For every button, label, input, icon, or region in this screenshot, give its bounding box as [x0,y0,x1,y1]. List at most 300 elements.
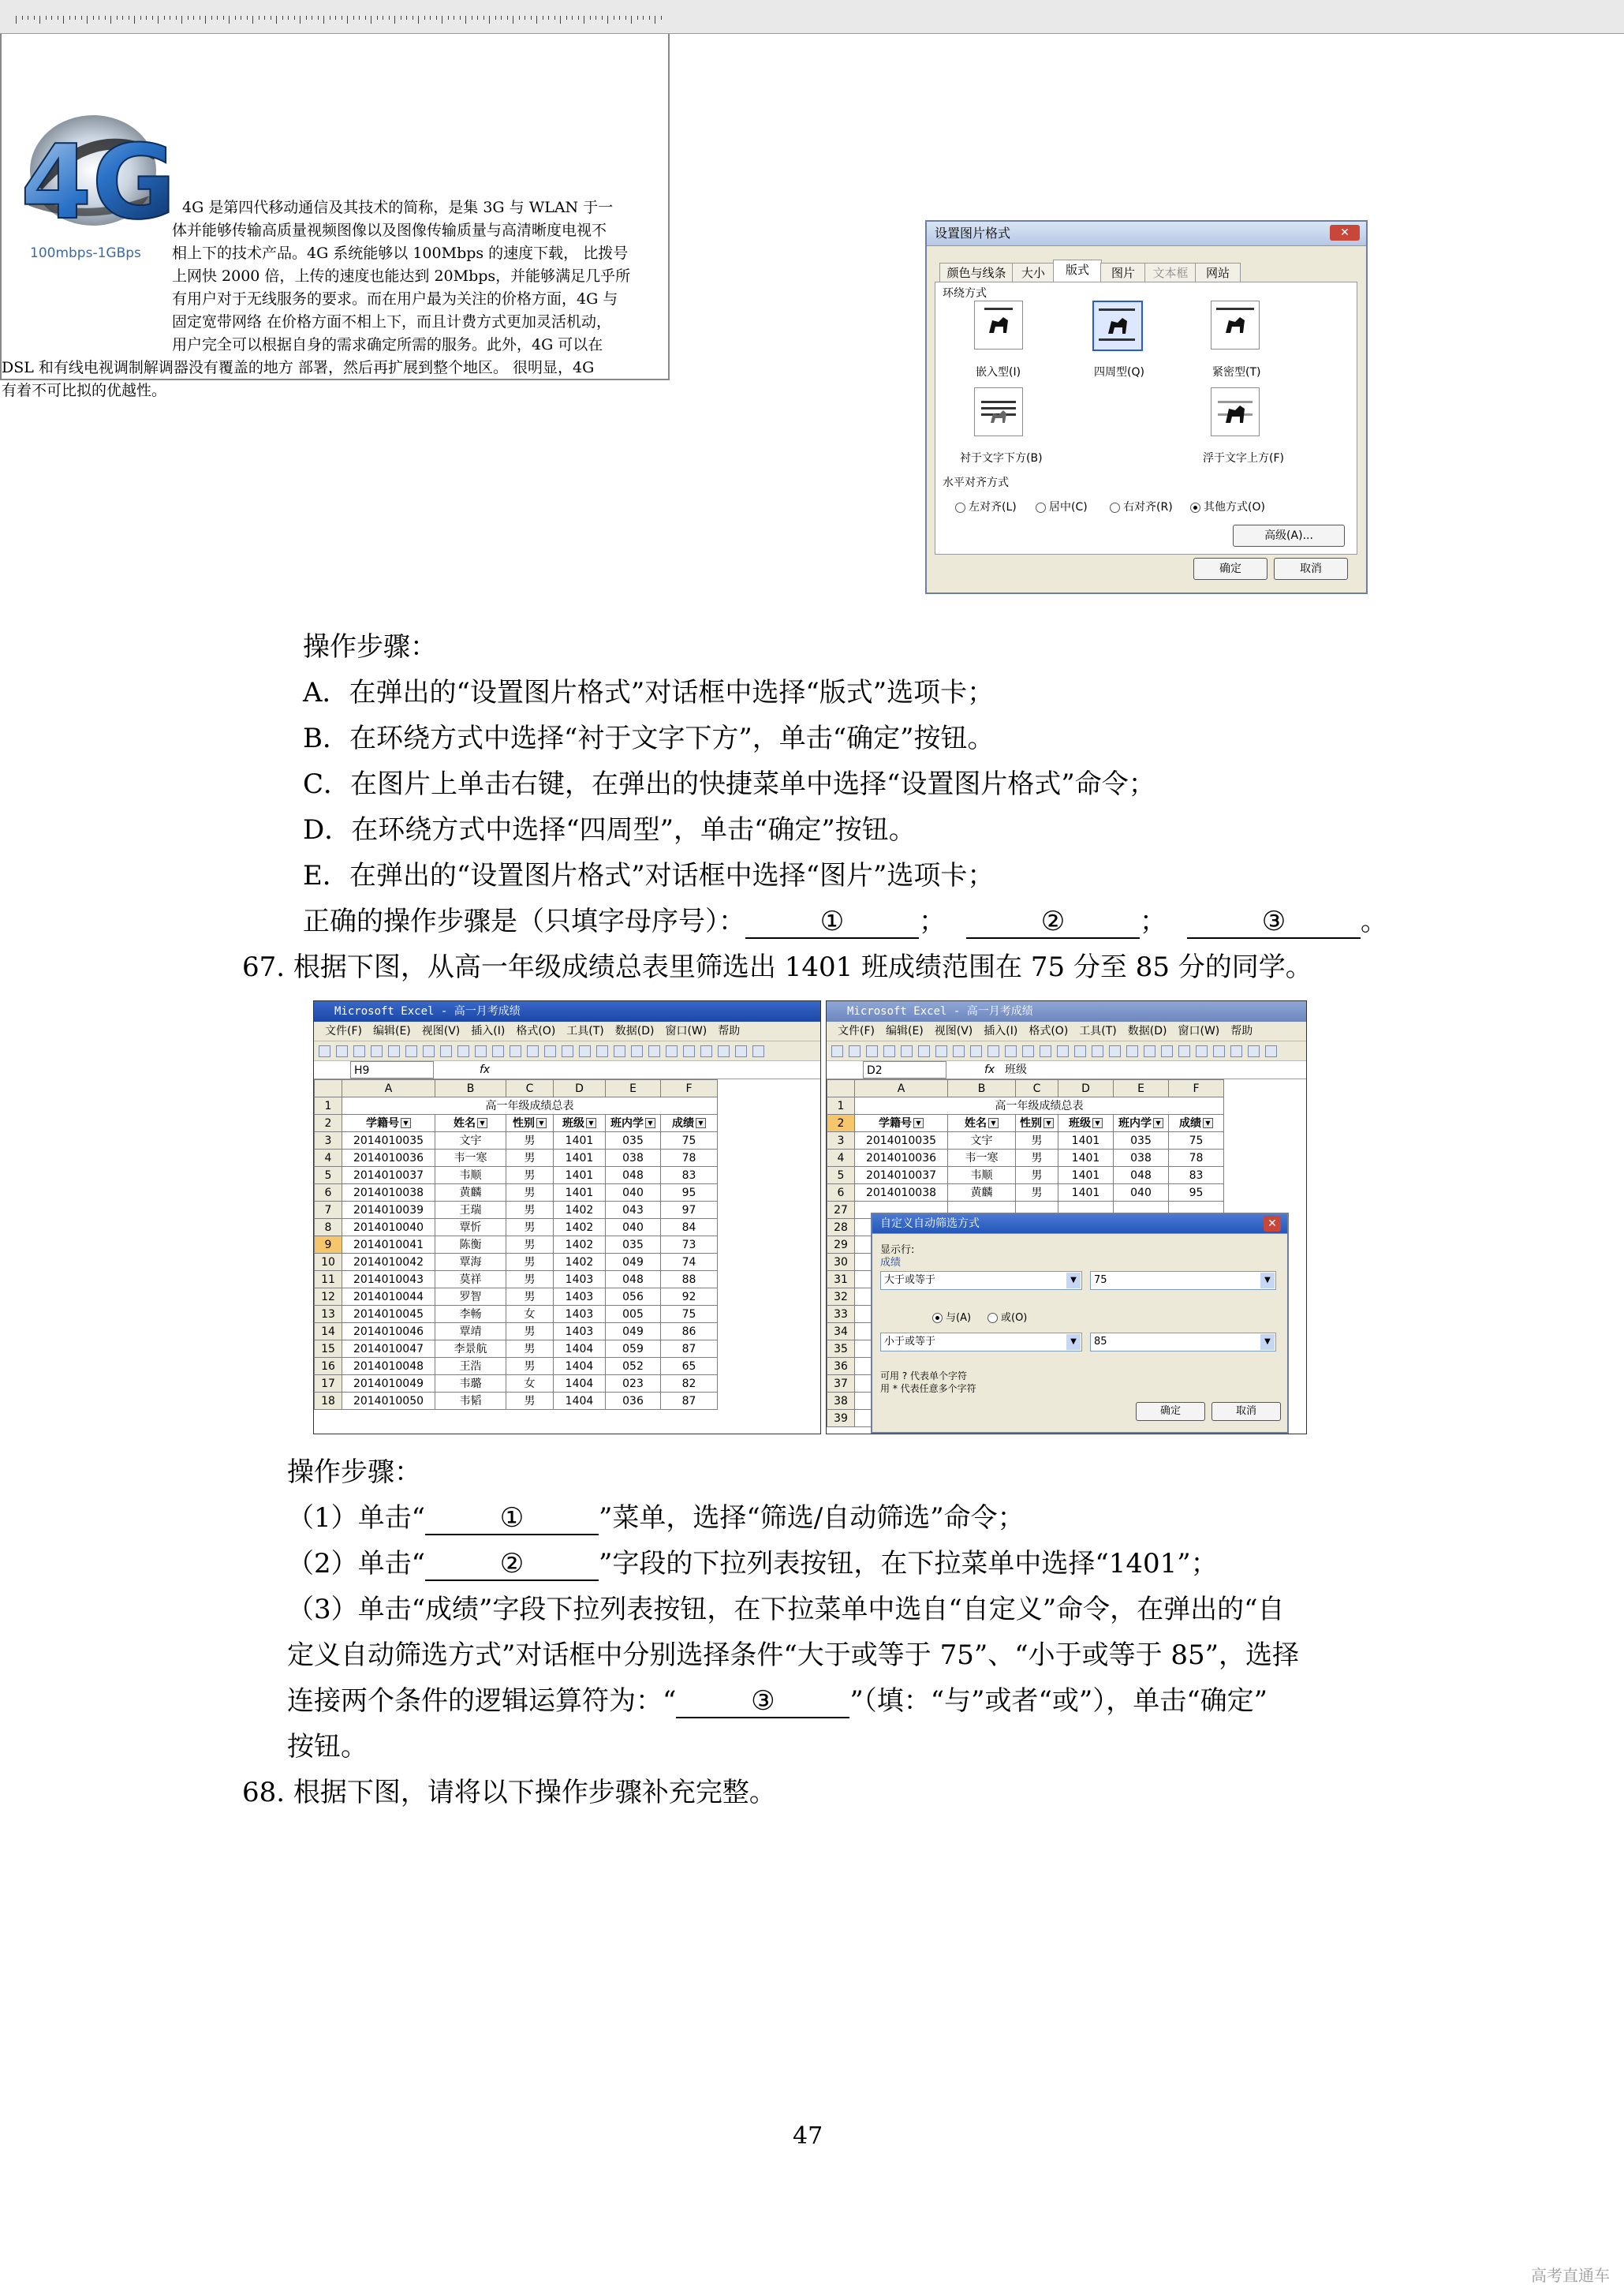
sheet-title-cell[interactable]: 高一年级成绩总表 [342,1097,718,1115]
row-header[interactable]: 10 [315,1254,342,1271]
data-cell[interactable]: 038 [1114,1150,1169,1167]
data-cell[interactable]: 男 [506,1236,554,1254]
toolbar-button-icon[interactable] [1144,1045,1155,1057]
data-cell[interactable]: 韦顺 [948,1167,1016,1184]
data-cell[interactable]: 男 [506,1202,554,1219]
row-header[interactable]: 38 [827,1393,855,1410]
column-header[interactable]: D [1058,1080,1114,1097]
data-cell[interactable]: 男 [506,1340,554,1358]
row-header[interactable]: 34 [827,1323,855,1340]
toolbar-button-icon[interactable] [666,1045,678,1057]
toolbar-button-icon[interactable] [700,1045,712,1057]
row-header[interactable]: 17 [315,1375,342,1393]
toolbar-button-icon[interactable] [562,1045,573,1057]
data-cell[interactable]: 92 [661,1288,718,1306]
toolbar-button-icon[interactable] [544,1045,556,1057]
toolbar-button-icon[interactable] [718,1045,730,1057]
ok-button[interactable]: 确定 [1136,1402,1205,1421]
autofilter-dropdown-icon[interactable]: ▼ [645,1118,655,1128]
data-cell[interactable]: 韦顺 [435,1167,506,1184]
data-cell[interactable]: 035 [606,1132,661,1150]
answer-blank-2[interactable]: ② [966,906,1140,939]
menu-insert[interactable]: 插入(I) [984,1025,1018,1037]
field-header[interactable]: 成绩 ▼ [1169,1115,1224,1132]
field-header[interactable]: 性别 ▼ [1016,1115,1058,1132]
toolbar-button-icon[interactable] [1196,1045,1208,1057]
data-cell[interactable]: 73 [661,1236,718,1254]
data-cell[interactable]: 男 [506,1288,554,1306]
ruler[interactable] [0,0,670,34]
q67-blank-2[interactable]: ② [425,1548,599,1581]
toolbar-button-icon[interactable] [866,1045,878,1057]
data-cell[interactable]: 2014010046 [342,1323,435,1340]
menu-help[interactable]: 帮助 [1230,1025,1253,1037]
wrap-inline-button[interactable] [974,301,1023,350]
row-header[interactable]: 39 [827,1410,855,1427]
toolbar-button-icon[interactable] [614,1045,625,1057]
autofilter-dropdown-icon[interactable]: ▼ [913,1118,924,1128]
row-header[interactable]: 11 [315,1271,342,1288]
toolbar-button-icon[interactable] [1178,1045,1190,1057]
data-cell[interactable]: 男 [506,1323,554,1340]
data-cell[interactable]: 男 [506,1393,554,1410]
data-cell[interactable]: 88 [661,1271,718,1288]
row-header[interactable]: 3 [827,1132,855,1150]
data-cell[interactable]: 040 [1114,1184,1169,1202]
data-cell[interactable]: 1404 [554,1358,606,1375]
data-cell[interactable]: 韦璐 [435,1375,506,1393]
data-cell[interactable]: 65 [661,1358,718,1375]
menu-window[interactable]: 窗口(W) [665,1025,707,1037]
toolbar-button-icon[interactable] [527,1045,539,1057]
menu-format[interactable]: 格式(O) [1029,1025,1069,1037]
data-cell[interactable]: 男 [506,1167,554,1184]
data-cell[interactable]: 2014010040 [342,1219,435,1236]
field-header[interactable]: 性别 ▼ [506,1115,554,1132]
column-header[interactable]: C [1016,1080,1058,1097]
data-cell[interactable]: 2014010042 [342,1254,435,1271]
toolbar-button-icon[interactable] [457,1045,469,1057]
answer-blank-3[interactable]: ③ [1187,906,1361,939]
row-header[interactable]: 28 [827,1219,855,1236]
ok-button[interactable]: 确定 [1193,558,1267,580]
data-cell[interactable]: 2014010041 [342,1236,435,1254]
field-header[interactable]: 成绩 ▼ [661,1115,718,1132]
toolbar-button-icon[interactable] [1248,1045,1260,1057]
data-cell[interactable]: 005 [606,1306,661,1323]
data-cell[interactable]: 038 [606,1150,661,1167]
data-cell[interactable]: 2014010035 [855,1132,948,1150]
column-header[interactable]: A [342,1080,435,1097]
autofilter-dropdown-icon[interactable]: ▼ [696,1118,706,1128]
menu-data[interactable]: 数据(D) [1127,1025,1167,1037]
data-cell[interactable]: 2014010038 [855,1184,948,1202]
row-header[interactable]: 12 [315,1288,342,1306]
data-cell[interactable]: 2014010050 [342,1393,435,1410]
autofilter-dropdown-icon[interactable]: ▼ [1092,1118,1103,1128]
toolbar-button-icon[interactable] [631,1045,643,1057]
toolbar-button-icon[interactable] [475,1045,487,1057]
menu-edit[interactable]: 编辑(E) [885,1025,924,1037]
toolbar-button-icon[interactable] [596,1045,608,1057]
autofilter-dropdown-icon[interactable]: ▼ [586,1118,596,1128]
row-header[interactable]: 29 [827,1236,855,1254]
data-cell[interactable]: 056 [606,1288,661,1306]
data-cell[interactable]: 75 [661,1306,718,1323]
data-cell[interactable]: 2014010044 [342,1288,435,1306]
toolbar-button-icon[interactable] [970,1045,982,1057]
corner-cell[interactable] [827,1080,855,1097]
data-cell[interactable]: 87 [661,1340,718,1358]
field-header[interactable]: 学籍号 ▼ [855,1115,948,1132]
field-header[interactable]: 班级 ▼ [1058,1115,1114,1132]
toolbar-button-icon[interactable] [319,1045,330,1057]
data-cell[interactable]: 052 [606,1358,661,1375]
data-cell[interactable]: 95 [661,1184,718,1202]
data-cell[interactable]: 女 [506,1306,554,1323]
data-cell[interactable]: 78 [1169,1150,1224,1167]
data-cell[interactable]: 040 [606,1219,661,1236]
and-radio[interactable]: 与(A) [932,1309,971,1324]
toolbar-button-icon[interactable] [1022,1045,1034,1057]
data-cell[interactable]: 李畅 [435,1306,506,1323]
toolbar-button-icon[interactable] [353,1045,365,1057]
4g-logo-image[interactable] [6,99,180,265]
row-header[interactable]: 30 [827,1254,855,1271]
data-cell[interactable]: 049 [606,1254,661,1271]
row-header[interactable]: 4 [827,1150,855,1167]
data-cell[interactable]: 男 [506,1219,554,1236]
data-cell[interactable]: 1402 [554,1236,606,1254]
data-cell[interactable]: 黄麟 [948,1184,1016,1202]
data-cell[interactable]: 文宇 [435,1132,506,1150]
menu-help[interactable]: 帮助 [718,1025,741,1037]
data-cell[interactable]: 女 [506,1375,554,1393]
wrap-behind-text-button[interactable] [974,387,1023,436]
row-header[interactable]: 6 [315,1184,342,1202]
data-cell[interactable]: 1402 [554,1202,606,1219]
toolbar-button-icon[interactable] [1161,1045,1173,1057]
field-header[interactable]: 班内学 ▼ [606,1115,661,1132]
row-header[interactable]: 9 [315,1236,342,1254]
data-cell[interactable]: 1403 [554,1323,606,1340]
data-cell[interactable]: 2014010048 [342,1358,435,1375]
corner-cell[interactable] [315,1080,342,1097]
data-cell[interactable]: 75 [661,1132,718,1150]
toolbar-button-icon[interactable] [831,1045,843,1057]
data-cell[interactable]: 2014010047 [342,1340,435,1358]
advanced-button[interactable]: 高级(A)... [1233,525,1345,547]
cancel-button[interactable]: 取消 [1211,1402,1281,1421]
tab-textbox[interactable]: 文本框 [1144,263,1197,283]
data-cell[interactable]: 035 [1114,1132,1169,1150]
data-cell[interactable]: 1401 [554,1132,606,1150]
toolbar-button-icon[interactable] [1074,1045,1086,1057]
autofilter-dropdown-icon[interactable]: ▼ [1153,1118,1163,1128]
toolbar-button-icon[interactable] [423,1045,435,1057]
row-header[interactable]: 5 [315,1167,342,1184]
row-header[interactable]: 27 [827,1202,855,1219]
menu-tools[interactable]: 工具(T) [1079,1025,1117,1037]
toolbar-button-icon[interactable] [683,1045,695,1057]
data-cell[interactable]: 王浩 [435,1358,506,1375]
data-cell[interactable]: 男 [506,1271,554,1288]
row-header[interactable]: 6 [827,1184,855,1202]
field-header[interactable]: 班内学 ▼ [1114,1115,1169,1132]
data-cell[interactable]: 83 [661,1167,718,1184]
data-cell[interactable]: 1401 [1058,1150,1114,1167]
data-cell[interactable]: 男 [506,1254,554,1271]
condition2-operator-select[interactable]: 小于或等于 ▼ [880,1333,1082,1351]
data-cell[interactable]: 1401 [554,1167,606,1184]
row-header[interactable]: 15 [315,1340,342,1358]
row-header[interactable]: 1 [315,1097,342,1115]
data-cell[interactable]: 男 [1016,1184,1058,1202]
data-cell[interactable]: 王瑞 [435,1202,506,1219]
data-cell[interactable]: 040 [606,1184,661,1202]
sheet-title-cell[interactable]: 高一年级成绩总表 [855,1097,1224,1115]
close-icon[interactable]: ✕ [1264,1216,1281,1232]
data-cell[interactable]: 023 [606,1375,661,1393]
column-header[interactable]: E [606,1080,661,1097]
menu-view[interactable]: 视图(V) [421,1025,461,1037]
data-cell[interactable]: 043 [606,1202,661,1219]
row-header[interactable]: 36 [827,1358,855,1375]
toolbar-button-icon[interactable] [918,1045,930,1057]
data-cell[interactable]: 1404 [554,1340,606,1358]
autofilter-dropdown-icon[interactable]: ▼ [1043,1118,1054,1128]
data-cell[interactable]: 2014010036 [342,1150,435,1167]
column-header[interactable]: C [506,1080,554,1097]
data-cell[interactable]: 莫祥 [435,1271,506,1288]
data-cell[interactable]: 男 [506,1358,554,1375]
name-box[interactable]: D2 [863,1061,946,1079]
toolbar-button-icon[interactable] [336,1045,348,1057]
data-cell[interactable]: 97 [661,1202,718,1219]
toolbar-button-icon[interactable] [883,1045,895,1057]
or-radio[interactable]: 或(O) [987,1309,1027,1324]
condition1-value-select[interactable]: 75 ▼ [1090,1271,1276,1290]
toolbar-button-icon[interactable] [735,1045,747,1057]
data-cell[interactable]: 049 [606,1323,661,1340]
toolbar-button-icon[interactable] [648,1045,660,1057]
toolbar-button-icon[interactable] [1213,1045,1225,1057]
formula-content[interactable]: 班级 [1005,1064,1027,1076]
row-header[interactable]: 13 [315,1306,342,1323]
toolbar-button-icon[interactable] [935,1045,947,1057]
halign-right-radio[interactable]: 右对齐(R) [1110,499,1173,514]
data-cell[interactable]: 1401 [554,1184,606,1202]
tab-web[interactable]: 网站 [1195,263,1241,283]
data-cell[interactable]: 83 [1169,1167,1224,1184]
data-cell[interactable]: 男 [506,1150,554,1167]
data-cell[interactable]: 覃海 [435,1254,506,1271]
menu-edit[interactable]: 编辑(E) [372,1025,411,1037]
row-header[interactable]: 31 [827,1271,855,1288]
toolbar-button-icon[interactable] [987,1045,999,1057]
tab-picture[interactable]: 图片 [1100,263,1146,283]
field-header[interactable]: 姓名 ▼ [435,1115,506,1132]
data-cell[interactable]: 2014010043 [342,1271,435,1288]
data-cell[interactable]: 男 [506,1184,554,1202]
row-header[interactable]: 14 [315,1323,342,1340]
toolbar-button-icon[interactable] [1057,1045,1069,1057]
data-cell[interactable]: 74 [661,1254,718,1271]
row-header[interactable]: 33 [827,1306,855,1323]
data-cell[interactable]: 黄麟 [435,1184,506,1202]
data-cell[interactable]: 2014010049 [342,1375,435,1393]
toolbar-button-icon[interactable] [405,1045,417,1057]
document-body[interactable] [0,35,670,399]
data-cell[interactable]: 文宇 [948,1132,1016,1150]
autofilter-dropdown-icon[interactable]: ▼ [401,1118,411,1128]
data-cell[interactable]: 覃忻 [435,1219,506,1236]
data-cell[interactable]: 1401 [554,1150,606,1167]
data-cell[interactable]: 1403 [554,1288,606,1306]
data-cell[interactable]: 2014010037 [855,1167,948,1184]
data-cell[interactable]: 男 [1016,1150,1058,1167]
row-header[interactable]: 32 [827,1288,855,1306]
column-header[interactable]: D [554,1080,606,1097]
toolbar-button-icon[interactable] [953,1045,965,1057]
toolbar-button-icon[interactable] [388,1045,400,1057]
menu-format[interactable]: 格式(O) [516,1025,556,1037]
autofilter-dropdown-icon[interactable]: ▼ [988,1118,999,1128]
data-cell[interactable]: 韦一寒 [435,1150,506,1167]
data-cell[interactable]: 2014010045 [342,1306,435,1323]
row-header[interactable]: 37 [827,1375,855,1393]
tab-colors-lines[interactable]: 颜色与线条 [939,263,1014,283]
tab-layout[interactable]: 版式 [1053,260,1102,282]
field-header[interactable]: 班级 ▼ [554,1115,606,1132]
menu-file[interactable]: 文件(F) [838,1025,875,1037]
name-box[interactable]: H9 [350,1061,434,1079]
toolbar-button-icon[interactable] [492,1045,504,1057]
halign-left-radio[interactable]: 左对齐(L) [955,499,1017,514]
row-header[interactable]: 7 [315,1202,342,1219]
field-header[interactable]: 学籍号 ▼ [342,1115,435,1132]
toolbar-button-icon[interactable] [510,1045,521,1057]
data-cell[interactable]: 87 [661,1393,718,1410]
answer-blank-1[interactable]: ① [745,906,919,939]
data-cell[interactable]: 男 [506,1132,554,1150]
toolbar-button-icon[interactable] [1265,1045,1277,1057]
menu-insert[interactable]: 插入(I) [471,1025,506,1037]
toolbar-button-icon[interactable] [752,1045,764,1057]
wrap-square-button[interactable] [1092,301,1143,351]
menu-file[interactable]: 文件(F) [325,1025,362,1037]
data-cell[interactable]: 82 [661,1375,718,1393]
halign-other-radio[interactable]: 其他方式(O) [1190,499,1265,514]
condition1-operator-select[interactable]: 大于或等于 ▼ [880,1271,1082,1290]
autofilter-dropdown-icon[interactable]: ▼ [536,1118,547,1128]
data-cell[interactable]: 048 [606,1167,661,1184]
menu-tools[interactable]: 工具(T) [566,1025,604,1037]
row-header[interactable]: 1 [827,1097,855,1115]
row-header[interactable]: 2 [315,1115,342,1132]
toolbar-button-icon[interactable] [440,1045,452,1057]
data-cell[interactable]: 罗智 [435,1288,506,1306]
menu-window[interactable]: 窗口(W) [1178,1025,1220,1037]
toolbar-button-icon[interactable] [1005,1045,1017,1057]
data-cell[interactable]: 1401 [1058,1132,1114,1150]
column-header[interactable]: B [948,1080,1016,1097]
row-header[interactable]: 4 [315,1150,342,1167]
data-cell[interactable]: 036 [606,1393,661,1410]
data-cell[interactable]: 1403 [554,1306,606,1323]
menu-view[interactable]: 视图(V) [934,1025,973,1037]
wrap-tight-button[interactable] [1211,301,1260,350]
autofilter-dropdown-icon[interactable]: ▼ [477,1118,487,1128]
column-header[interactable]: F [661,1080,718,1097]
data-cell[interactable]: 2014010036 [855,1150,948,1167]
data-cell[interactable]: 78 [661,1150,718,1167]
row-header[interactable]: 5 [827,1167,855,1184]
cancel-button[interactable]: 取消 [1274,558,1348,580]
row-header[interactable]: 2 [827,1115,855,1132]
data-cell[interactable]: 覃靖 [435,1323,506,1340]
column-header[interactable]: F [1169,1080,1224,1097]
data-cell[interactable]: 2014010035 [342,1132,435,1150]
toolbar-button-icon[interactable] [579,1045,591,1057]
condition2-value-select[interactable]: 85 ▼ [1090,1333,1276,1351]
toolbar-button-icon[interactable] [1126,1045,1138,1057]
data-cell[interactable]: 1402 [554,1254,606,1271]
data-cell[interactable]: 1404 [554,1375,606,1393]
row-header[interactable]: 3 [315,1132,342,1150]
autofilter-dropdown-icon[interactable]: ▼ [1203,1118,1213,1128]
toolbar-button-icon[interactable] [1230,1045,1242,1057]
data-cell[interactable]: 2014010038 [342,1184,435,1202]
data-cell[interactable]: 1403 [554,1271,606,1288]
data-cell[interactable]: 韦韬 [435,1393,506,1410]
data-cell[interactable]: 86 [661,1323,718,1340]
toolbar-button-icon[interactable] [1092,1045,1103,1057]
data-cell[interactable]: 男 [1016,1132,1058,1150]
tab-size[interactable]: 大小 [1012,263,1055,283]
data-cell[interactable]: 84 [661,1219,718,1236]
row-header[interactable]: 16 [315,1358,342,1375]
toolbar-button-icon[interactable] [371,1045,383,1057]
data-cell[interactable]: 035 [606,1236,661,1254]
column-header[interactable]: A [855,1080,948,1097]
data-cell[interactable]: 048 [606,1271,661,1288]
data-cell[interactable]: 2014010039 [342,1202,435,1219]
q67-blank-3[interactable]: ③ [676,1685,849,1718]
row-header[interactable]: 18 [315,1393,342,1410]
data-cell[interactable]: 李景航 [435,1340,506,1358]
data-cell[interactable]: 1401 [1058,1184,1114,1202]
data-cell[interactable]: 2014010037 [342,1167,435,1184]
toolbar-button-icon[interactable] [901,1045,913,1057]
halign-center-radio[interactable]: 居中(C) [1036,499,1088,514]
data-cell[interactable]: 059 [606,1340,661,1358]
row-header[interactable]: 35 [827,1340,855,1358]
data-cell[interactable]: 95 [1169,1184,1224,1202]
toolbar-button-icon[interactable] [849,1045,861,1057]
data-cell[interactable]: 陈衡 [435,1236,506,1254]
q67-blank-1[interactable]: ① [425,1502,599,1535]
close-icon[interactable]: ✕ [1330,225,1360,241]
column-header[interactable]: B [435,1080,506,1097]
wrap-in-front-button[interactable] [1211,387,1260,436]
toolbar-button-icon[interactable] [1040,1045,1051,1057]
data-cell[interactable]: 1404 [554,1393,606,1410]
data-cell[interactable]: 048 [1114,1167,1169,1184]
row-header[interactable]: 8 [315,1219,342,1236]
data-cell[interactable]: 男 [1016,1167,1058,1184]
data-cell[interactable]: 1401 [1058,1167,1114,1184]
